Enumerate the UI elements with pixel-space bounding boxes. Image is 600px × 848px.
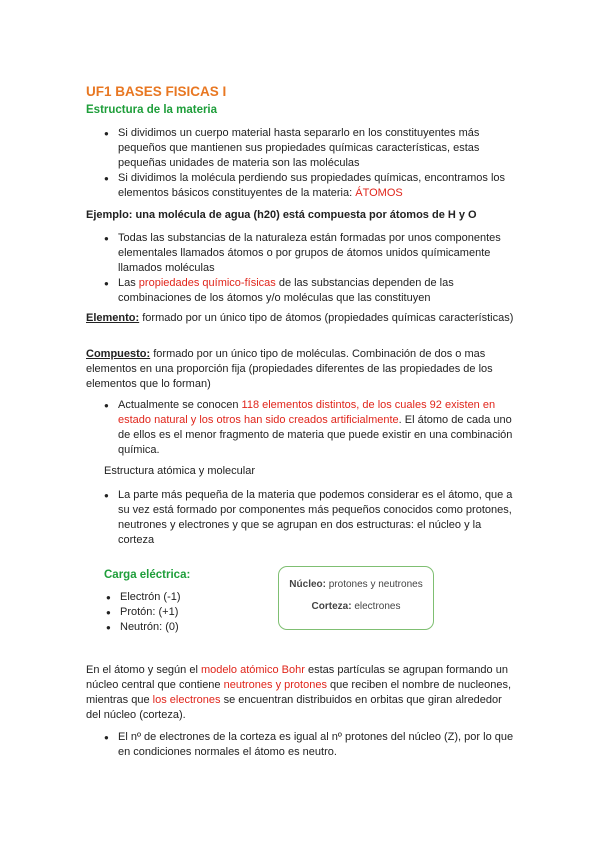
carga-heading: Carga eléctrica:	[104, 569, 191, 581]
bullet-list-atom	[86, 488, 514, 548]
section-heading: Estructura de la materia	[86, 104, 218, 116]
bullet-list-neutral	[86, 730, 514, 760]
list-item: ● Si dividimos un cuerpo material hasta separarlo en los constituyentes más pequeños que mantienen sus propiedades químicas características, estas pequeñas unidades de materia son las moléculas	[86, 126, 514, 171]
list-item: ● El nº de electrones de la corteza es igual al nº protones del núcleo (Z), por lo que en condiciones normales el átomo es neutro.	[86, 730, 514, 760]
list-item: ● Las propiedades químico-físicas de las substancias dependen de las combinaciones de los átomos y/o moléculas que las constituyen	[86, 276, 514, 306]
charge-list	[104, 590, 264, 635]
bullet-list-molecules	[86, 126, 514, 201]
subheading-estructura: Estructura atómica y molecular	[104, 465, 255, 477]
electrons-highlight: los electrones	[152, 694, 221, 706]
doc-title: UF1 BASES FISICAS I	[86, 84, 227, 99]
definition-compuesto: Compuesto: formado por un único tipo de moléculas. Combinación de dos o mas elementos en una proporción fija (propiedades diferentes de las propiedades de los elementos que lo forman)	[86, 348, 493, 390]
list-item: ● Neutrón: (0)	[104, 620, 264, 635]
atomos-highlight: ÁTOMOS	[355, 187, 403, 199]
bullet-list-elements	[86, 398, 514, 458]
box-corteza-line: Corteza: electrones	[311, 601, 401, 612]
box-nucleo-line: Núcleo: protones y neutrones	[289, 579, 423, 590]
elements-highlight: 118 elementos distintos, de los cuales 92 existen en estado natural y los otros han sido creados artificialmente	[118, 399, 496, 426]
list-item: ● Si dividimos la molécula perdiendo sus propiedades químicas, encontramos los elementos básicos constituyentes de la materia: ÁTOMOS	[86, 171, 514, 201]
propiedades-highlight: propiedades químico-físicas	[138, 277, 276, 289]
list-item: ● La parte más pequeña de la materia que podemos considerar es el átomo, que a su vez está formado por componentes más pequeños conocidos como protones, neutrones y electrones y que se agrupan en dos estructuras: el núcleo y la corteza	[86, 488, 514, 548]
bullet-list-substances	[86, 231, 514, 306]
list-item: ● Electrón (-1)	[104, 590, 264, 605]
example-line: Ejemplo: una molécula de agua (h20) está compuesta por átomos de H y O	[86, 209, 477, 221]
list-item: ● Protón: (+1)	[104, 605, 264, 620]
atom-structure-box	[278, 566, 434, 630]
paragraph-bohr: En el átomo y según el modelo atómico Bohr estas partículas se agrupan formando un núcleo central que contiene neutrones y protones que reciben el nombre de nucleones, mientras que los electrones se encuentran distribuidos en orbitas que giran alrededor del núcleo (corteza).	[86, 664, 512, 721]
nucleons-highlight: neutrones y protones	[223, 679, 327, 691]
bohr-highlight: modelo atómico Bohr	[200, 664, 305, 676]
definition-elemento: Elemento: formado por un único tipo de átomos (propiedades químicas características)	[86, 312, 514, 324]
list-item: ● Todas las substancias de la naturaleza están formadas por unos componentes elementales llamados átomos o por grupos de átomos unidos químicamente llamados moléculas	[86, 231, 514, 276]
list-item: ● Actualmente se conocen 118 elementos distintos, de los cuales 92 existen en estado natural y los otros han sido creados artificialmente. El átomo de cada uno de ellos es el menor fragmento de materia que puede existir en una combinación química.	[86, 398, 514, 458]
